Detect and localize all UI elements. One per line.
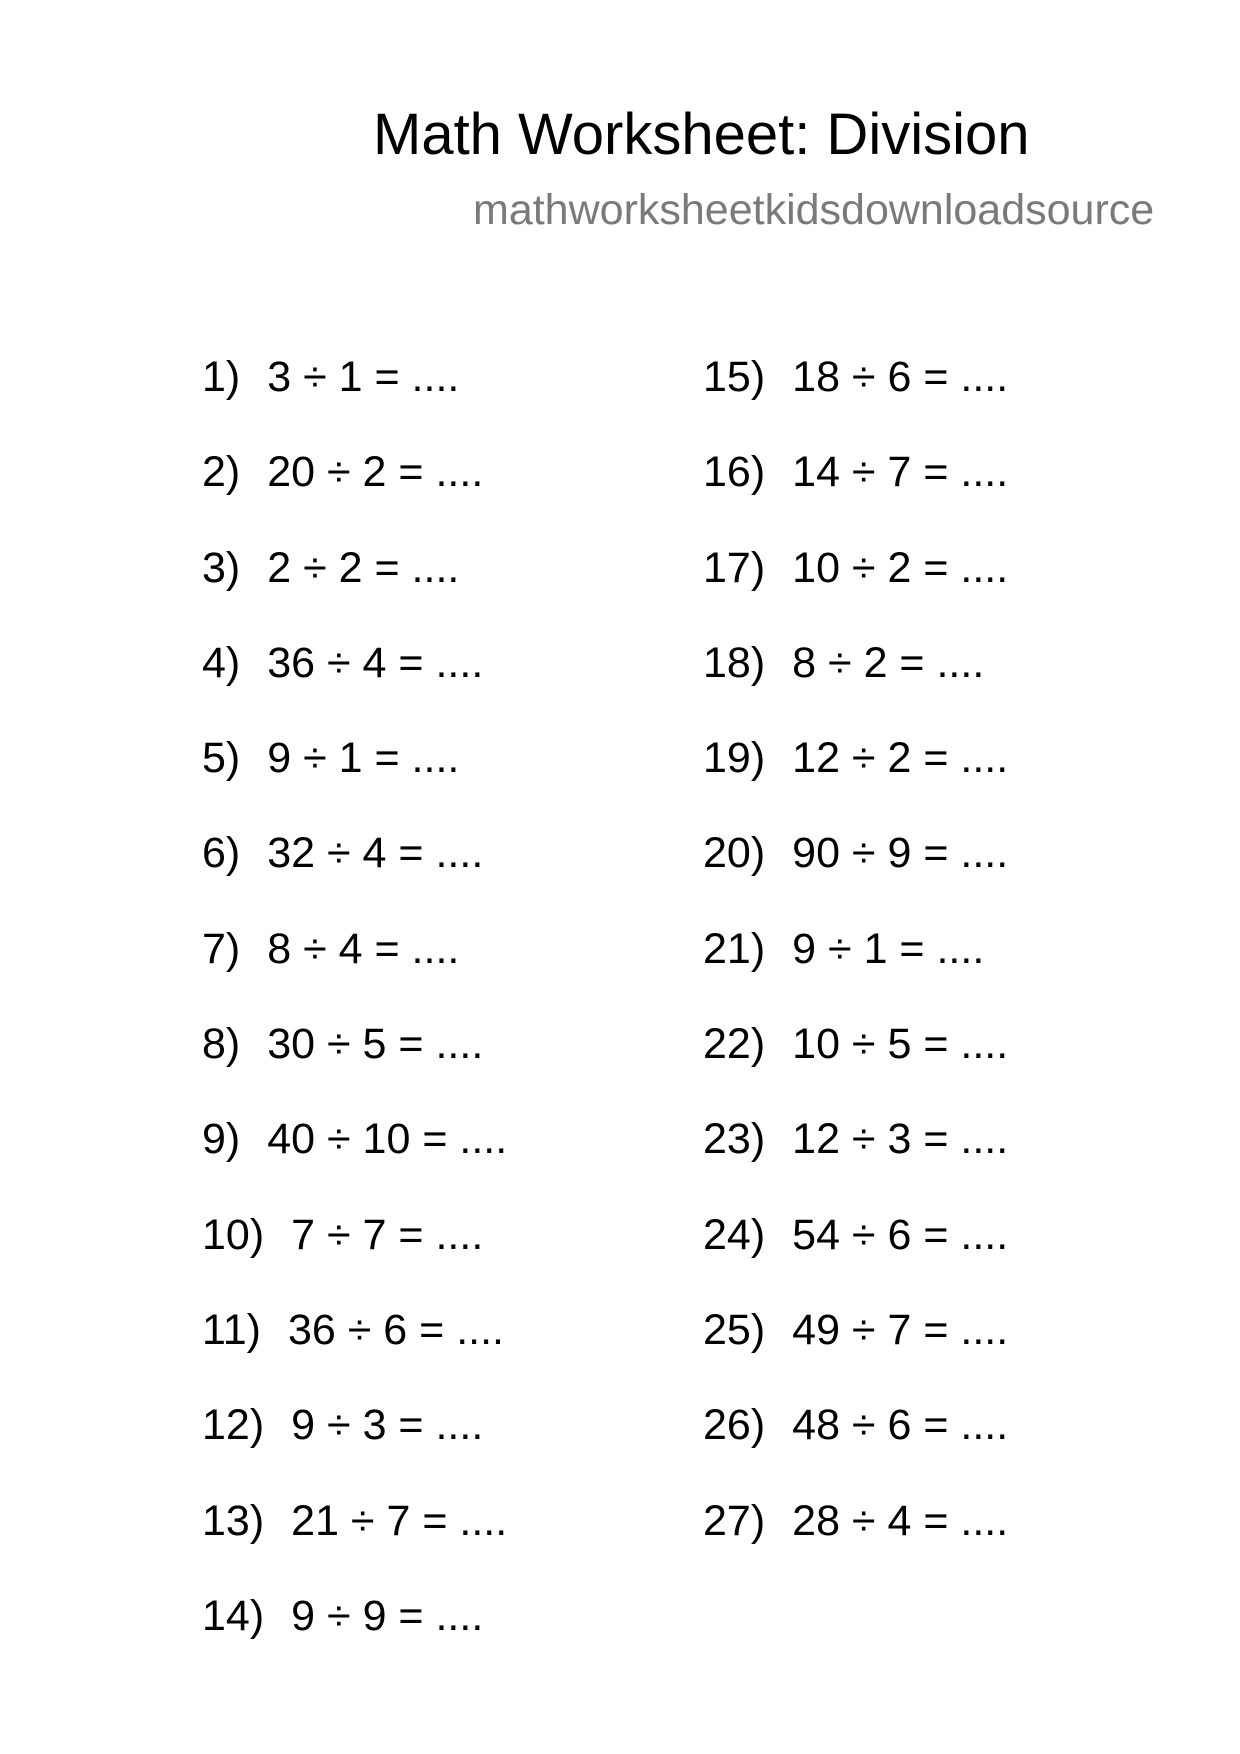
- problem-number: 14): [202, 1591, 265, 1640]
- problem-expression: 3 ÷ 1 = ....: [267, 353, 460, 401]
- problem-number: 7): [202, 924, 241, 973]
- problem-item: [703, 1208, 1008, 1303]
- problem-item: [202, 350, 507, 445]
- problem-item: [202, 731, 507, 826]
- problem-item: [703, 636, 1008, 731]
- problem-list-right: [703, 350, 1008, 1589]
- problem-number: 27): [703, 1496, 766, 1545]
- problem-item: [202, 1589, 507, 1684]
- problem-expression: 49 ÷ 7 = ....: [792, 1305, 1009, 1354]
- problem-expression: 8 ÷ 4 = ....: [267, 924, 460, 973]
- problem-item: [202, 636, 507, 731]
- problem-expression: 9 ÷ 9 = ....: [291, 1591, 484, 1640]
- problem-number: 4): [202, 638, 241, 687]
- problem-item: [202, 1303, 507, 1398]
- problem-number: 16): [703, 448, 766, 497]
- problem-expression: 9 ÷ 3 = ....: [291, 1401, 484, 1450]
- problem-expression: 12 ÷ 3 = ....: [792, 1115, 1009, 1164]
- problem-number: 11): [202, 1305, 261, 1354]
- problem-number: 24): [703, 1210, 766, 1259]
- problem-item: [703, 922, 1008, 1017]
- problem-item: [202, 1398, 507, 1493]
- problem-expression: 28 ÷ 4 = ....: [792, 1496, 1009, 1545]
- problem-list-left: [202, 350, 507, 1684]
- problem-number: 22): [703, 1020, 766, 1069]
- problem-expression: 36 ÷ 4 = ....: [267, 638, 484, 687]
- problem-number: 12): [202, 1401, 265, 1450]
- problem-expression: 2 ÷ 2 = ....: [267, 543, 460, 592]
- problem-number: 17): [703, 543, 766, 592]
- problem-number: 6): [202, 829, 241, 878]
- problem-item: [703, 350, 1008, 445]
- source-watermark: mathworksheetkidsdownloadsource: [473, 186, 1155, 234]
- problem-item: [202, 1017, 507, 1112]
- problem-expression: 48 ÷ 6 = ....: [792, 1401, 1009, 1450]
- problem-item: [703, 1398, 1008, 1493]
- problem-expression: 54 ÷ 6 = ....: [792, 1210, 1009, 1259]
- problem-expression: 12 ÷ 2 = ....: [792, 734, 1009, 783]
- problem-item: [703, 826, 1008, 921]
- problem-item: [202, 1208, 507, 1303]
- problem-number: 15): [703, 353, 766, 401]
- problem-number: 25): [703, 1305, 766, 1354]
- problem-item: [202, 1494, 507, 1589]
- problem-expression: 10 ÷ 2 = ....: [792, 543, 1009, 592]
- problem-item: [202, 445, 507, 540]
- problem-expression: 8 ÷ 2 = ....: [792, 638, 985, 687]
- problem-expression: 90 ÷ 9 = ....: [792, 829, 1009, 878]
- page-title: Math Worksheet: Division: [373, 102, 1030, 167]
- problem-item: [202, 541, 507, 636]
- problem-expression: 9 ÷ 1 = ....: [267, 734, 460, 783]
- problem-expression: 36 ÷ 6 = ....: [287, 1305, 504, 1354]
- problem-expression: 14 ÷ 7 = ....: [792, 448, 1009, 497]
- problem-item: [703, 1303, 1008, 1398]
- problem-item: [202, 1112, 507, 1207]
- problem-number: 5): [202, 734, 241, 783]
- problem-number: 19): [703, 734, 766, 783]
- problem-item: [202, 922, 507, 1017]
- problem-number: 2): [202, 448, 241, 497]
- problem-expression: 32 ÷ 4 = ....: [267, 829, 484, 878]
- problem-item: [703, 1112, 1008, 1207]
- problem-number: 20): [703, 829, 766, 878]
- problem-number: 18): [703, 638, 766, 687]
- problem-expression: 10 ÷ 5 = ....: [792, 1020, 1009, 1069]
- problem-expression: 21 ÷ 7 = ....: [291, 1496, 508, 1545]
- problem-number: 9): [202, 1115, 241, 1164]
- problem-item: [703, 731, 1008, 826]
- problem-expression: 40 ÷ 10 = ....: [267, 1115, 508, 1164]
- problem-number: 26): [703, 1401, 766, 1450]
- problem-expression: 9 ÷ 1 = ....: [792, 924, 985, 973]
- problem-item: [703, 445, 1008, 540]
- problem-item: [202, 826, 507, 921]
- problem-item: [703, 1494, 1008, 1589]
- problem-number: 23): [703, 1115, 766, 1164]
- problem-item: [703, 1017, 1008, 1112]
- problem-expression: 30 ÷ 5 = ....: [267, 1020, 484, 1069]
- problem-number: 10): [202, 1210, 265, 1259]
- problem-expression: 7 ÷ 7 = ....: [291, 1210, 484, 1259]
- problem-expression: 20 ÷ 2 = ....: [267, 448, 484, 497]
- problem-expression: 18 ÷ 6 = ....: [792, 353, 1009, 401]
- problem-number: 3): [202, 543, 241, 592]
- problem-number: 13): [202, 1496, 265, 1545]
- problem-item: [703, 541, 1008, 636]
- problem-number: 1): [202, 353, 241, 401]
- problem-number: 8): [202, 1020, 241, 1069]
- problem-number: 21): [703, 924, 766, 973]
